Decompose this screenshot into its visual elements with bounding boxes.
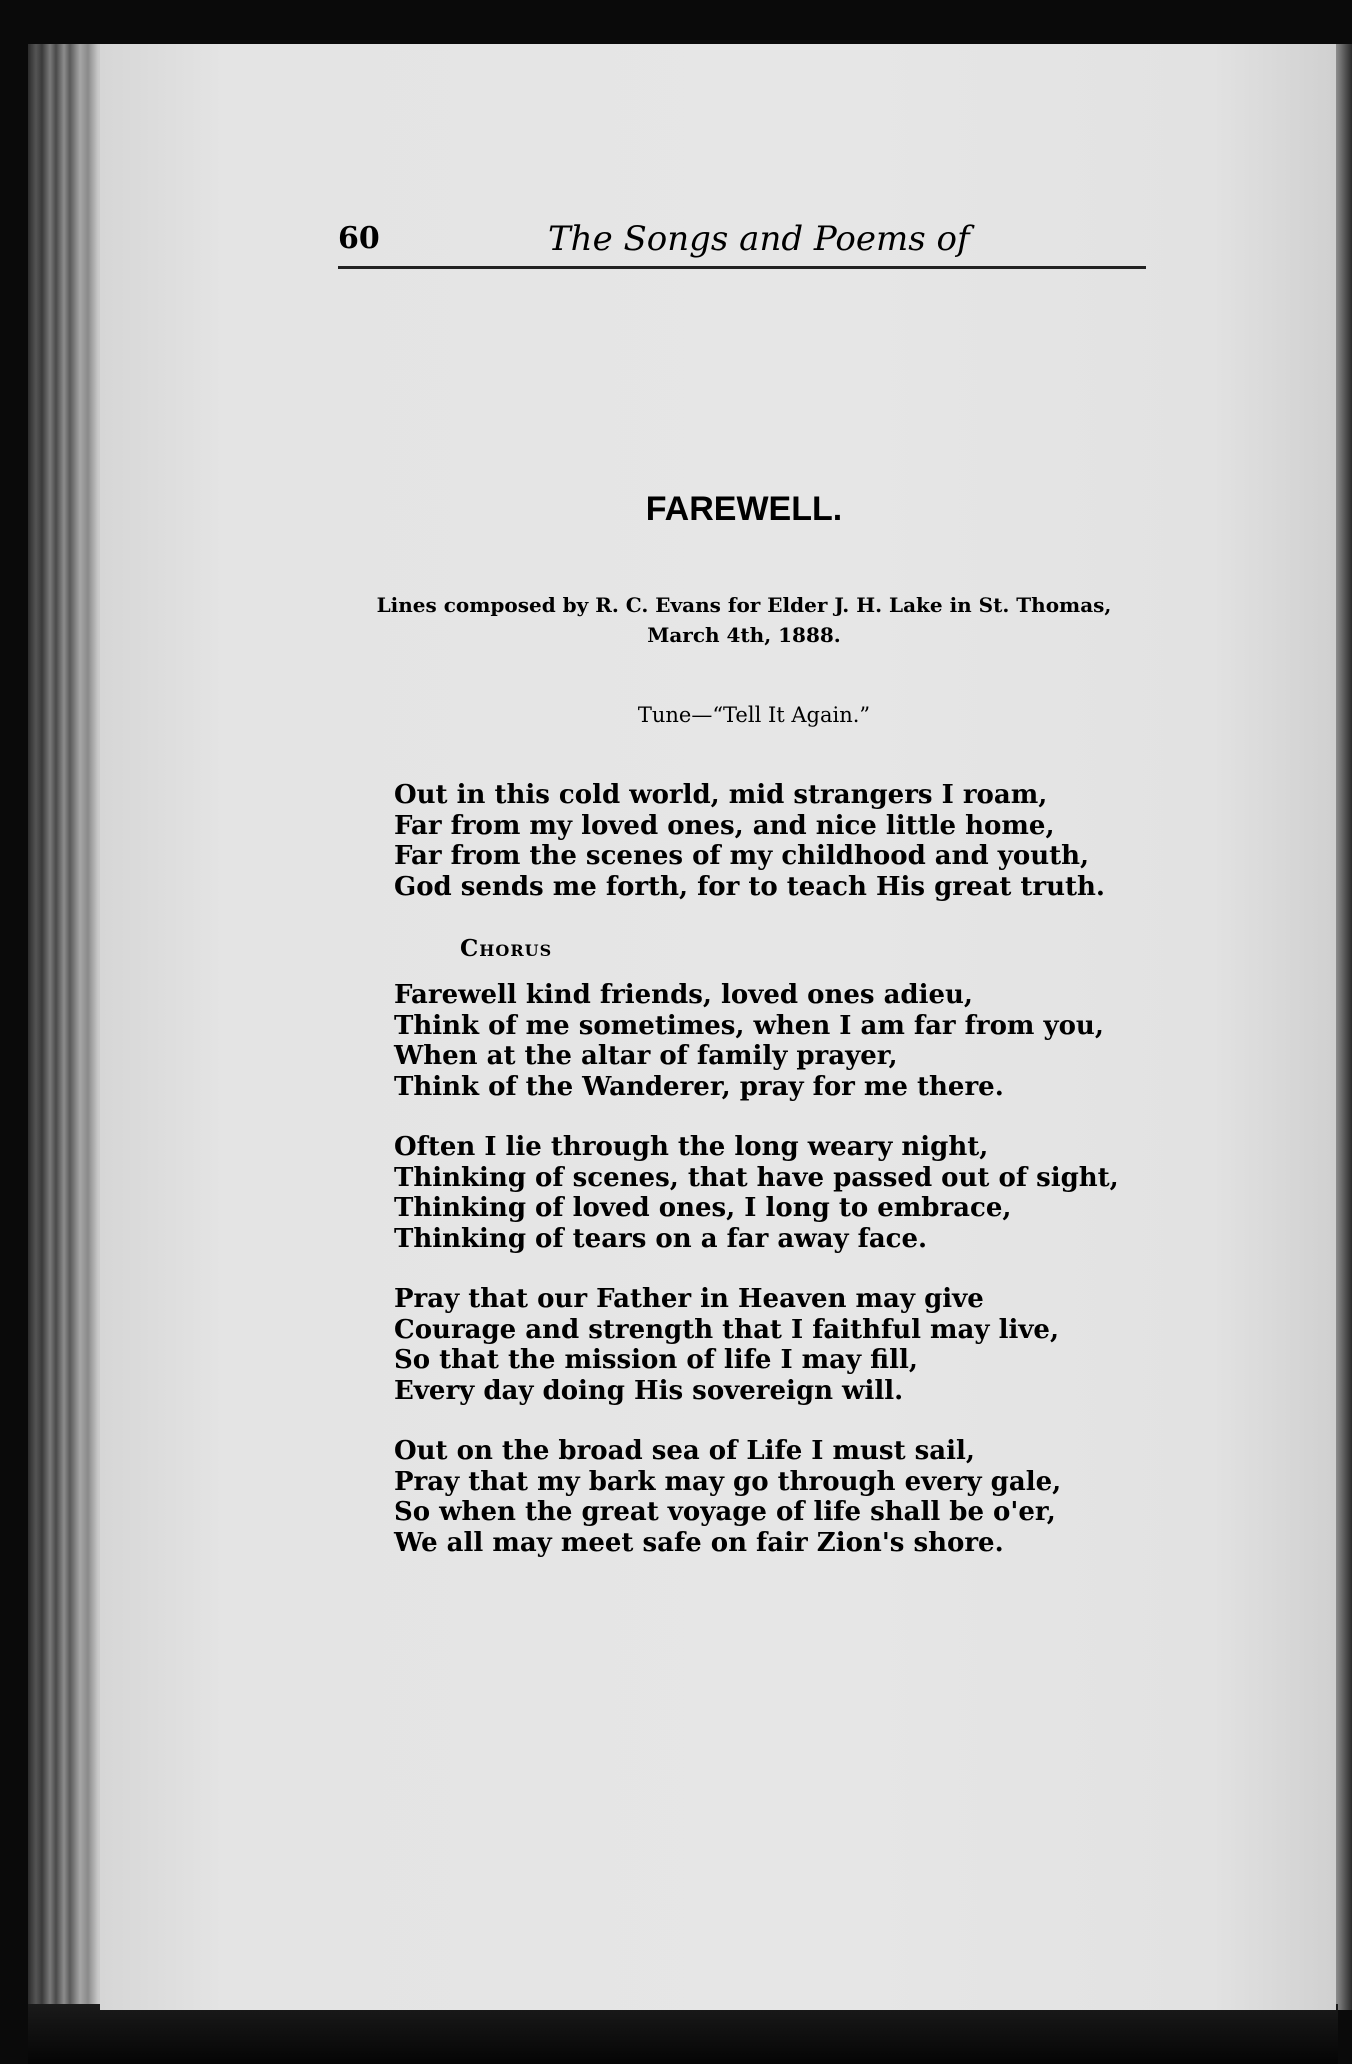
tune-note: Tune—“Tell It Again.” [637, 703, 871, 727]
verse-line: Every day doing His sovereign will. [394, 1375, 904, 1406]
verse-line: Pray that my bark may go through every gale, [394, 1466, 1062, 1497]
header-rule [338, 266, 1146, 269]
book-right-edge [1334, 44, 1352, 2010]
verse-line: Farewell kind friends, loved ones adieu, [394, 980, 973, 1010]
stanza [394, 1436, 1154, 1558]
verse-line: Out on the broad sea of Life I must sail, [394, 1436, 975, 1466]
verse-line: We all may meet safe on fair Zion's shore. [394, 1527, 1004, 1558]
chorus-stanza [394, 980, 1154, 1102]
verse-line: So when the great voyage of life shall be o'er, [394, 1497, 1056, 1527]
verse-line: Thinking of scenes, that have passed out of sight, [394, 1162, 1119, 1193]
verse-line: Courage and strength that I faithful may live, [394, 1314, 1060, 1345]
page-number: 60 [338, 221, 380, 256]
verse-line: Often I lie through the long weary night, [394, 1132, 989, 1162]
dedication-line: March 4th, 1888. [647, 623, 841, 647]
verse-line: Think of me sometimes, when I am far from you, [394, 1010, 1104, 1041]
verse-line: God sends me forth, for to teach His great truth. [394, 871, 1105, 902]
verse-line: Think of the Wanderer, pray for me there. [394, 1071, 1004, 1102]
dedication-line: Lines composed by R. C. Evans for Elder J. H. Lake in St. Thomas, [376, 593, 1112, 617]
verse-line: Far from the scenes of my childhood and youth, [394, 841, 1090, 871]
running-head [338, 214, 1150, 270]
scan-bottom-shadow [28, 2004, 1338, 2064]
running-title: The Songs and Poems of [548, 219, 970, 259]
verse-line: Out in this cold world, mid strangers I roam, [394, 780, 1048, 810]
verse-line: Pray that our Father in Heaven may give [394, 1284, 984, 1314]
verse-line: When at the altar of family prayer, [394, 1041, 898, 1071]
chorus-label: Chorus [460, 935, 553, 962]
poem-title: FAREWELL. [645, 490, 843, 528]
verse-line: Thinking of loved ones, I long to embrace, [394, 1193, 1012, 1223]
stanza [394, 1132, 1154, 1254]
poem-dedication [338, 590, 1150, 650]
verse-line: So that the mission of life I may fill, [394, 1345, 918, 1375]
verse-line: Thinking of tears on a far away face. [394, 1223, 928, 1254]
stanza [394, 780, 1154, 902]
book-page-edges [28, 44, 108, 2010]
stanza [394, 1284, 1154, 1406]
verse-line: Far from my loved ones, and nice little home, [394, 810, 1055, 841]
